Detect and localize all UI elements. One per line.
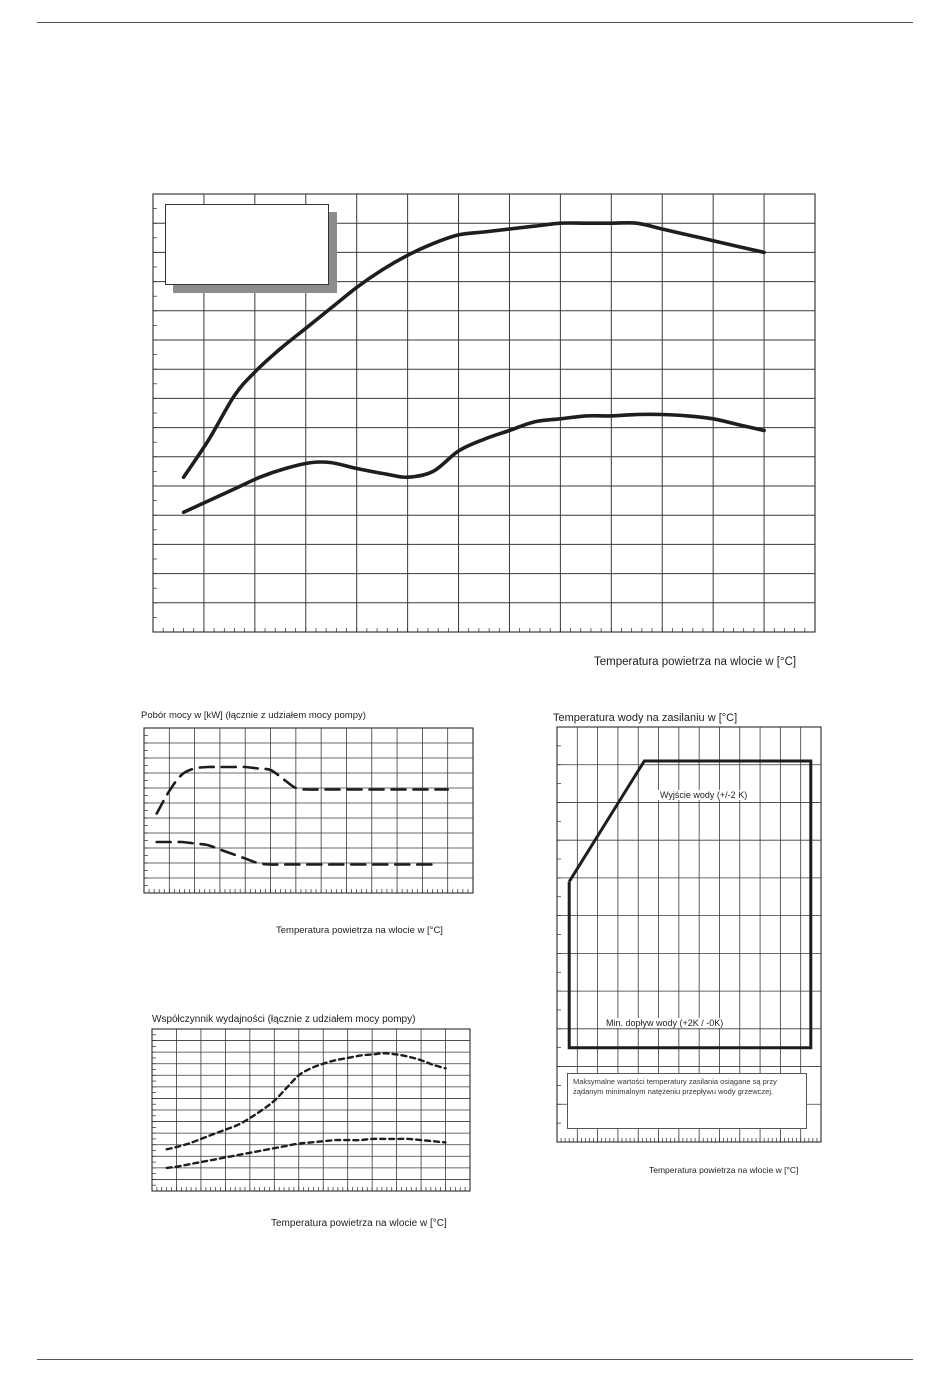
power-consumption-chart bbox=[144, 728, 473, 893]
min-water-inlet-label: Min. dopływ wody (+2K / -0K) bbox=[606, 1018, 724, 1028]
series-line-1 bbox=[157, 767, 448, 814]
chart4-title: Temperatura wody na zasilaniu w [°C] bbox=[553, 712, 738, 724]
chart3-x-axis-label: Temperatura powietrza na wlocie w [°C] bbox=[271, 1218, 447, 1229]
cop-chart bbox=[152, 1029, 470, 1191]
envelope-note: Maksymalne wartości temperatury zasilania osiągane są przy żądanym minimalnym natężeniu przepływu wody grzewczej. bbox=[567, 1073, 807, 1129]
series-line-1 bbox=[569, 761, 811, 1048]
chart1-x-axis-label: Temperatura powietrza na wlocie w [°C] bbox=[594, 656, 797, 668]
chart3-title: Współczynnik wydajności (łącznie z udziałem mocy pompy) bbox=[152, 1014, 416, 1025]
series-line-2 bbox=[184, 414, 765, 512]
chart4-x-axis-label: Temperatura powietrza na wlocie w [°C] bbox=[649, 1165, 799, 1175]
plot-frame bbox=[144, 728, 473, 893]
water-outlet-label: Wyjście wody (+/-2 K) bbox=[660, 790, 748, 800]
series-line-2 bbox=[167, 1139, 446, 1168]
chart2-title: Pobór mocy w [kW] (łącznie z udziałem mocy pompy) bbox=[141, 710, 366, 721]
series-line-1 bbox=[167, 1053, 446, 1149]
legend-box bbox=[165, 204, 329, 285]
chart2-x-axis-label: Temperatura powietrza na wlocie w [°C] bbox=[276, 925, 443, 936]
